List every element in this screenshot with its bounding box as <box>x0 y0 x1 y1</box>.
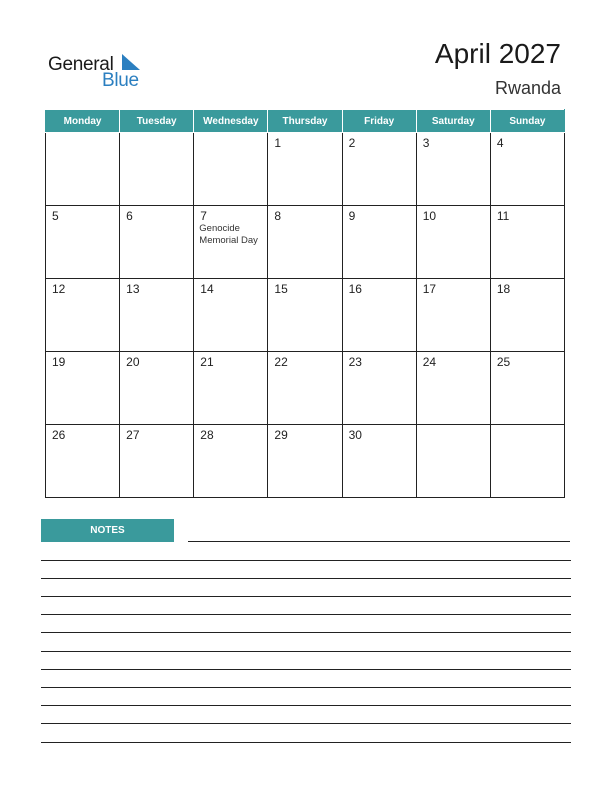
weekday-header: Monday <box>46 110 120 133</box>
day-cell <box>46 206 120 279</box>
note-line <box>41 632 571 633</box>
day-cell <box>342 352 416 425</box>
logo <box>48 52 148 92</box>
page-title: April 2027 <box>434 38 561 69</box>
day-number: 17 <box>422 282 437 296</box>
day-cell <box>46 279 120 352</box>
day-number: 12 <box>52 282 66 296</box>
note-line <box>41 560 571 561</box>
day-number: 25 <box>496 355 511 369</box>
week-row <box>46 133 565 206</box>
day-number: 15 <box>274 282 288 296</box>
note-line <box>41 669 571 670</box>
weekday-header: Friday <box>342 110 416 133</box>
note-line <box>41 578 571 579</box>
day-number: 30 <box>348 428 362 442</box>
day-cell <box>194 425 268 498</box>
day-number: 8 <box>274 209 282 223</box>
day-cell <box>120 279 194 352</box>
week-row <box>46 206 565 279</box>
note-line <box>41 742 571 743</box>
day-cell <box>490 425 564 498</box>
day-number: 14 <box>200 282 214 296</box>
notes-label: NOTES <box>41 519 174 542</box>
day-cell <box>490 352 564 425</box>
weekday-header: Sunday <box>490 110 564 133</box>
day-cell <box>120 206 194 279</box>
week-row <box>46 352 565 425</box>
day-cell <box>194 133 268 206</box>
day-number: 23 <box>348 355 362 369</box>
day-cell <box>46 133 120 206</box>
day-number: 24 <box>422 355 437 369</box>
day-number: 3 <box>422 136 430 150</box>
note-line <box>41 687 571 688</box>
day-cell <box>120 133 194 206</box>
day-cell <box>342 206 416 279</box>
day-cell <box>416 206 490 279</box>
day-cell <box>416 279 490 352</box>
calendar-grid <box>45 109 565 498</box>
day-cell <box>490 133 564 206</box>
holiday-label: Genocide Memorial Day <box>199 223 258 246</box>
weekday-header: Wednesday <box>194 110 268 133</box>
day-number: 21 <box>200 355 214 369</box>
note-line <box>41 705 571 706</box>
day-cell <box>490 206 564 279</box>
day-cell <box>46 425 120 498</box>
day-cell <box>268 352 342 425</box>
weekday-header: Tuesday <box>120 110 194 133</box>
note-line <box>41 614 571 615</box>
day-cell <box>268 206 342 279</box>
day-number: 11 <box>496 209 510 223</box>
week-row <box>46 425 565 498</box>
weekday-header: Thursday <box>268 110 342 133</box>
weekday-header: Saturday <box>416 110 490 133</box>
day-number: 19 <box>52 355 66 369</box>
day-number: 22 <box>274 355 288 369</box>
day-number: 1 <box>274 136 282 150</box>
day-cell <box>194 279 268 352</box>
day-cell <box>342 425 416 498</box>
day-number: 27 <box>126 428 140 442</box>
day-number: 28 <box>200 428 214 442</box>
day-cell <box>120 352 194 425</box>
logo-general-text: General <box>48 54 114 75</box>
day-number: 29 <box>274 428 288 442</box>
day-cell <box>194 352 268 425</box>
day-cell <box>194 206 268 279</box>
day-number: 6 <box>126 209 133 223</box>
logo-blue-text: Blue <box>102 70 139 91</box>
weekday-header-row <box>46 110 565 133</box>
day-number: 7 <box>200 209 207 223</box>
day-cell <box>416 133 490 206</box>
day-number: 10 <box>422 209 437 223</box>
day-number: 18 <box>496 282 511 296</box>
day-cell <box>268 425 342 498</box>
day-cell <box>342 133 416 206</box>
day-number: 20 <box>126 355 140 369</box>
day-cell <box>120 425 194 498</box>
day-number: 13 <box>126 282 140 296</box>
day-cell <box>46 352 120 425</box>
day-cell <box>490 279 564 352</box>
day-cell <box>416 352 490 425</box>
day-number: 9 <box>348 209 356 223</box>
day-number: 16 <box>348 282 362 296</box>
note-line <box>41 723 571 724</box>
day-number: 2 <box>348 136 356 150</box>
week-row <box>46 279 565 352</box>
day-number: 5 <box>52 209 59 223</box>
country-name: Rwanda <box>494 78 561 98</box>
day-number: 26 <box>52 428 66 442</box>
note-line <box>41 596 571 597</box>
day-number: 4 <box>496 136 504 150</box>
note-line <box>41 651 571 652</box>
note-line <box>188 541 570 542</box>
day-cell <box>268 133 342 206</box>
day-cell <box>268 279 342 352</box>
day-cell <box>416 425 490 498</box>
day-cell <box>342 279 416 352</box>
